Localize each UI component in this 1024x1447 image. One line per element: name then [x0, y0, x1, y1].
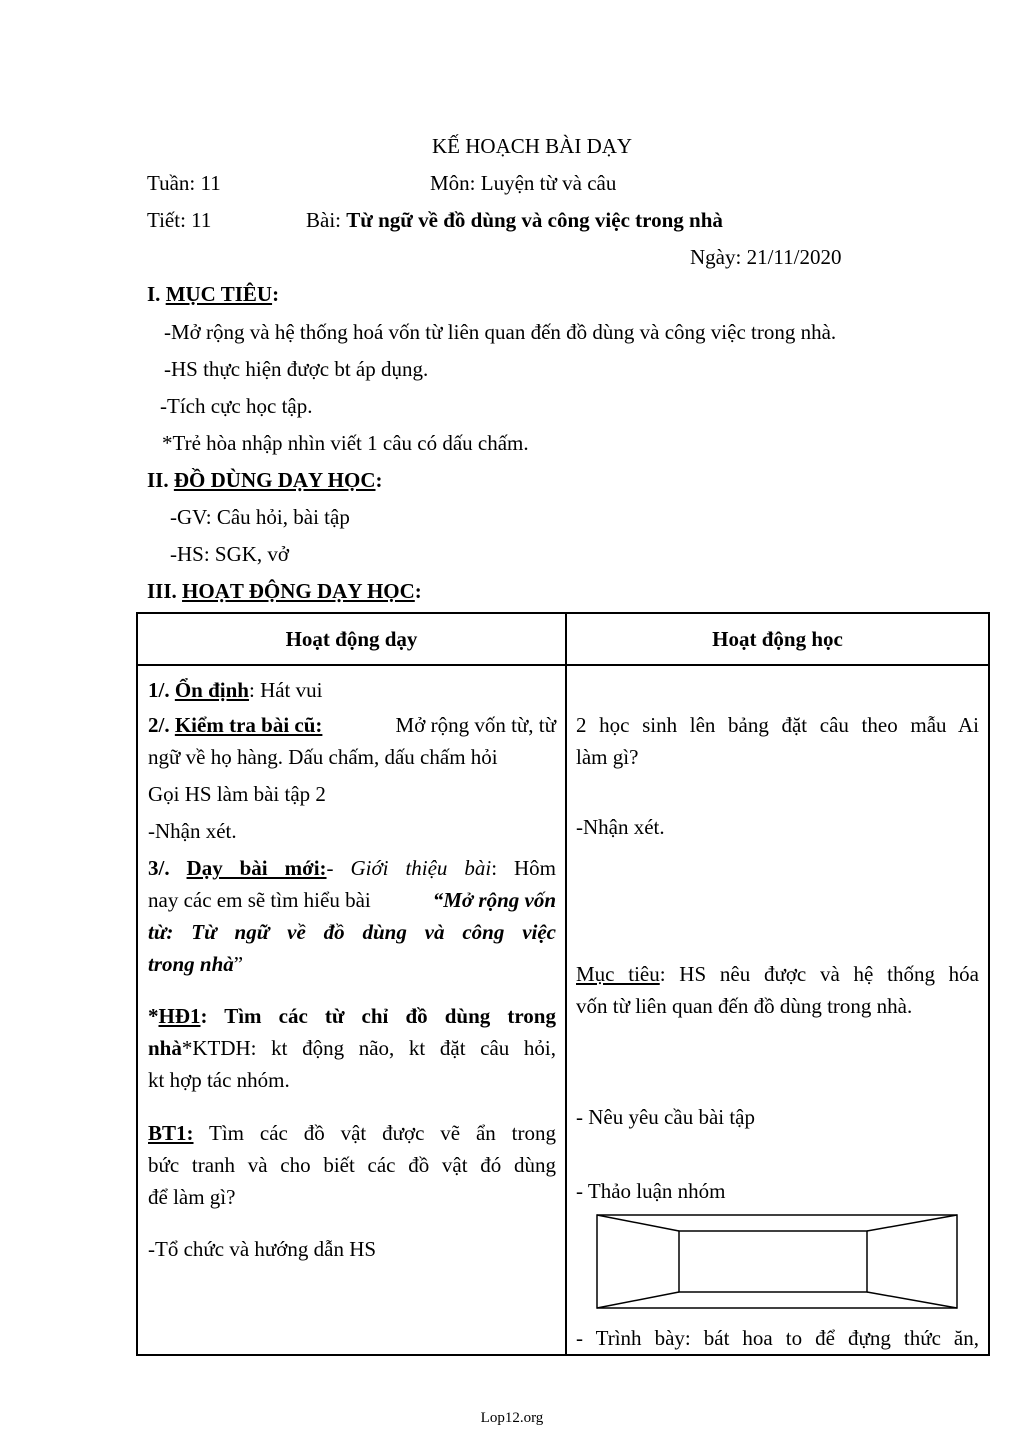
page-title: KẾ HOẠCH BÀI DẠY — [432, 134, 633, 158]
section-1-title: MỤC TIÊU — [165, 282, 273, 306]
step-3-text: : Hôm — [491, 856, 556, 880]
lesson-line — [306, 208, 723, 233]
hd1-line-1 — [148, 1004, 556, 1029]
muc-tieu-line-2: vốn từ liên quan đến đồ dùng trong nhà. — [576, 994, 913, 1018]
section-2-title: ĐỒ DÙNG DẠY HỌC — [173, 468, 376, 492]
ktbc-line-2: ngữ về họ hàng. Dấu chấm, dấu chấm hỏi — [148, 745, 498, 769]
bai-moi-line-2 — [148, 888, 556, 913]
objective-item: -Tích cực học tập. — [160, 394, 313, 418]
muc-tieu-text: : HS nêu được và hệ thống hóa — [659, 962, 980, 986]
bai-moi-title-middle: từ: Từ ngữ về đồ dùng và công việc — [148, 920, 556, 944]
hd1-title: : Tìm các từ chỉ đồ dùng trong — [200, 1004, 556, 1028]
section-1-number: I. — [147, 282, 166, 306]
period-label: Tiết: 11 — [147, 208, 212, 232]
goi-hs-line: Gọi HS làm bài tập 2 — [148, 782, 326, 806]
material-item: -GV: Câu hỏi, bài tập — [170, 505, 350, 529]
bai-moi-title-end: trong nhà — [148, 952, 234, 976]
step-2-text: Mở rộng vốn từ, từ — [395, 713, 556, 737]
ktbc-line-1 — [148, 713, 556, 738]
subject-label: Môn: Luyện từ và câu — [430, 171, 617, 195]
gioi-thieu-label: Giới thiệu bài — [350, 856, 492, 880]
section-3-title: HOẠT ĐỘNG DẠY HỌC — [182, 579, 415, 603]
footer-source: Lop12.org — [480, 1410, 544, 1426]
on-dinh-line — [148, 678, 322, 703]
bt1-line-3: để làm gì? — [148, 1185, 236, 1209]
date-label: Ngày: 21/11/2020 — [690, 245, 842, 269]
step-3-dash: - — [326, 856, 351, 880]
teacher-column-header: Hoạt động dạy — [137, 613, 566, 665]
lesson-title: Từ ngữ về đồ dùng và công việc trong nhà — [346, 208, 723, 232]
week-label: Tuần: 11 — [147, 171, 221, 195]
neu-yeu-cau-line: - Nêu yêu cầu bài tập — [576, 1105, 756, 1129]
step-1-text: : Hát vui — [248, 678, 323, 702]
teacher-activities-cell — [137, 665, 566, 1355]
bt1-text: Tìm các đồ vật được vẽ ẩn trong — [193, 1121, 556, 1145]
section-2-colon: : — [375, 468, 383, 492]
hd1-line-2 — [148, 1036, 556, 1061]
hd1-line-3: kt hợp tác nhóm. — [148, 1068, 290, 1092]
student-line-2: làm gì? — [576, 745, 639, 769]
bt1-label: BT1: — [148, 1121, 194, 1145]
to-chuc-line: -Tổ chức và hướng dẫn HS — [148, 1237, 377, 1261]
trinh-bay-line — [576, 1326, 979, 1351]
step-3-label: Dạy bài mới: — [186, 856, 327, 880]
section-3-heading — [147, 579, 422, 604]
section-2-heading — [147, 468, 383, 493]
step-2-number: 2/. — [148, 713, 175, 737]
student-text-1: 2 học sinh lên bảng đặt câu theo mẫu Ai — [576, 713, 979, 737]
material-item: -HS: SGK, vở — [170, 542, 290, 566]
teacher-nhan-xet: -Nhận xét. — [148, 819, 237, 843]
activity-table — [136, 612, 990, 1356]
section-1-heading — [147, 282, 279, 307]
bai-moi-line-3 — [148, 920, 556, 945]
student-line-1 — [576, 713, 979, 738]
student-nhan-xet: -Nhận xét. — [576, 815, 665, 839]
section-3-colon: : — [414, 579, 422, 603]
bai-moi-quote-end: ” — [233, 952, 244, 976]
objective-item: *Trẻ hòa nhập nhìn viết 1 câu có dấu chấm. — [162, 431, 529, 455]
bai-moi-title-start: “Mở rộng vốn — [432, 888, 556, 912]
bt1-line-2 — [148, 1153, 556, 1178]
step-1-number: 1/. — [148, 678, 175, 702]
step-1-label: Ổn định — [174, 678, 249, 702]
hd1-ktdh: *KTDH: kt động não, kt đặt câu hỏi, — [181, 1036, 556, 1060]
trinh-bay-text: - Trình bày: bát hoa to để đựng thức ăn, — [576, 1326, 979, 1350]
bt1-text-2: bức tranh và cho biết các đồ vật đó dùng — [148, 1153, 556, 1177]
hd1-label: HĐ1 — [158, 1004, 201, 1028]
bai-moi-text: nay các em sẽ tìm hiểu bài — [148, 888, 371, 912]
lesson-prefix: Bài: — [306, 208, 347, 232]
section-1-colon: : — [272, 282, 280, 306]
student-column-header: Hoạt động học — [566, 613, 989, 665]
step-2-label: Kiểm tra bài cũ: — [174, 713, 323, 737]
thao-luan-line: - Thảo luận nhóm — [576, 1179, 726, 1203]
bai-moi-line-1 — [148, 856, 556, 881]
student-activities-cell — [566, 665, 989, 1355]
hd1-title-end: nhà — [148, 1036, 182, 1060]
muc-tieu-label: Mục tiêu — [576, 962, 660, 986]
section-2-number: II. — [147, 468, 174, 492]
muc-tieu-line-1 — [576, 962, 979, 987]
step-3-number: 3/. — [148, 856, 187, 880]
hd1-star: * — [148, 1004, 159, 1028]
section-3-number: III. — [147, 579, 183, 603]
hidden-picture-frame-icon — [596, 1214, 958, 1310]
bai-moi-line-4 — [148, 952, 243, 977]
bt1-line-1 — [148, 1121, 556, 1146]
objective-item: -Mở rộng và hệ thống hoá vốn từ liên quan đến đồ dùng và công việc trong nhà. — [164, 320, 837, 344]
objective-item: -HS thực hiện được bt áp dụng. — [164, 357, 429, 381]
